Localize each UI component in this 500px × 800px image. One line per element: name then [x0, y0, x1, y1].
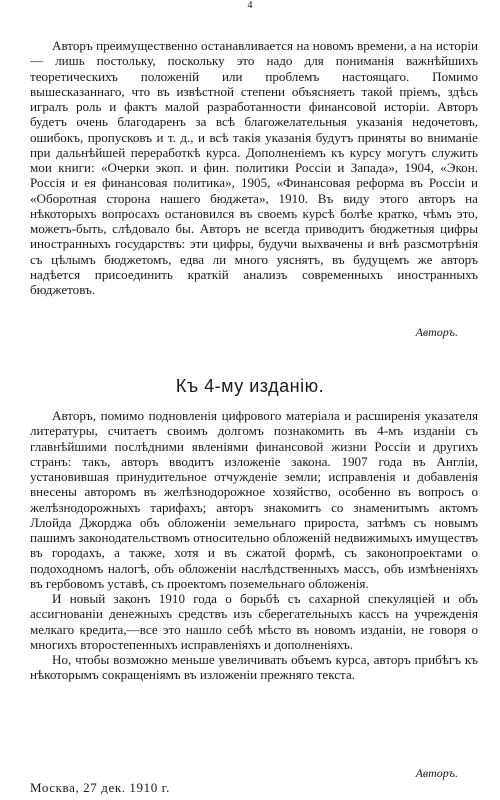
page-number: 4 [247, 0, 253, 11]
paragraph-new-law: И новый законъ 1910 года о борьбѣ съ сахарной спекуляцiей и объ ассигнованiи денежныхъ средствъ изъ сберегательныхъ кассъ на учрежденiя мелкаго кредита,—все это нашло себѣ мѣсто въ новомъ изданiи, не говоря о многихъ второстепенныхъ исправленiяхъ и дополненiяхъ. [30, 591, 478, 652]
paragraph-additions: Авторъ, помимо подновленiя цифрового матерiала и расширенiя указателя литературы, считаетъ своимъ долгомъ познакомить въ 4-мъ изданiи съ главнѣйшими послѣдними явленiями финансовой жизни Россiи и другихъ странъ: такъ, авторъ вводитъ изложенiе закона. 1907 года въ Англiи, установившая принудительное отчужденiе земли; исправленiя и добавленiя внесены авторомъ въ желѣзнодорожное хозяйство, особенно въ вопросъ о желѣзнодорожныхъ тарифахъ; авторъ знакомитъ со знаменитымъ актомъ Ллойда Джорджа объ обложенiи земельнаго прироста, затѣмъ съ новымъ пашимъ законодательствомъ относительно обложенiй недвижимыхъ имуществъ въ городахъ, а также, хотя и въ сжатой формѣ, съ законопроектами о подоходномъ налогѣ, объ обложенiи наслѣдственныхъ массъ, объ измѣненiяхъ въ гербовомъ уставѣ, съ проектомъ поземельнаго обложенiя. [30, 408, 478, 591]
preface-body [30, 38, 478, 297]
dateline: Москва, 27 дек. 1910 г. [30, 780, 170, 795]
preface-signature: Авторъ. [415, 325, 458, 339]
paragraph-reductions: Но, чтобы возможно меньше увеличивать объемъ курса, авторъ прибѣгъ къ нѣкоторымъ сокращенiямъ въ изложенiи прежняго текста. [30, 652, 478, 683]
fourth-edition-signature: Авторъ. [415, 766, 458, 780]
preface-paragraph: Авторъ преимущественно останавливается на новомъ времени, а на исторiи — лишь постольку, поскольку это надо для пониманiя важнѣйшихъ теоретическихъ положенiй или проблемъ настоящаго. Помимо вышесказаннаго, что въ извѣстной степени объясняетъ такой прiемъ, здѣсь игралъ роль и фактъ малой разработанности финансовой исторiи. Авторъ будетъ очень благодаренъ за всѣ благожелательныя указанiя недочетовъ, ошибокъ, пропусковъ и т. д., и всѣ такiя указанiя будутъ приняты во вниманiе при дальнѣйшей переработкѣ курса. Дополненiемъ къ курсу могутъ служить мои книги: «Очерки экоп. и фин. политики Россiи и Запада», 1904, «Экон. Россiя и ея финансовая политика», 1905, «Финансовая реформа въ Россiи и «Оборотная сторона нашего бюджета», 1910. Въ виду этого авторъ на нѣкоторыхъ вопросахъ остановился въ своемъ курсѣ болѣе кратко, чѣмъ это, можетъ-быть, слѣдовало бы. Авторъ не всегда приводитъ бюджетныя цифры иностранныхъ государствъ: эти цифры, будучи выхвачены и внѣ разсмотрѣнiя съ цѣлымъ бюджетомъ, едва ли много уяснятъ, въ будущемъ же авторъ надѣется присоединить краткiй анализъ современныхъ иностранныхъ бюджетовъ. [30, 38, 478, 297]
fourth-edition-body [30, 408, 478, 683]
section-heading: Къ 4-му изданiю. [175, 376, 325, 396]
